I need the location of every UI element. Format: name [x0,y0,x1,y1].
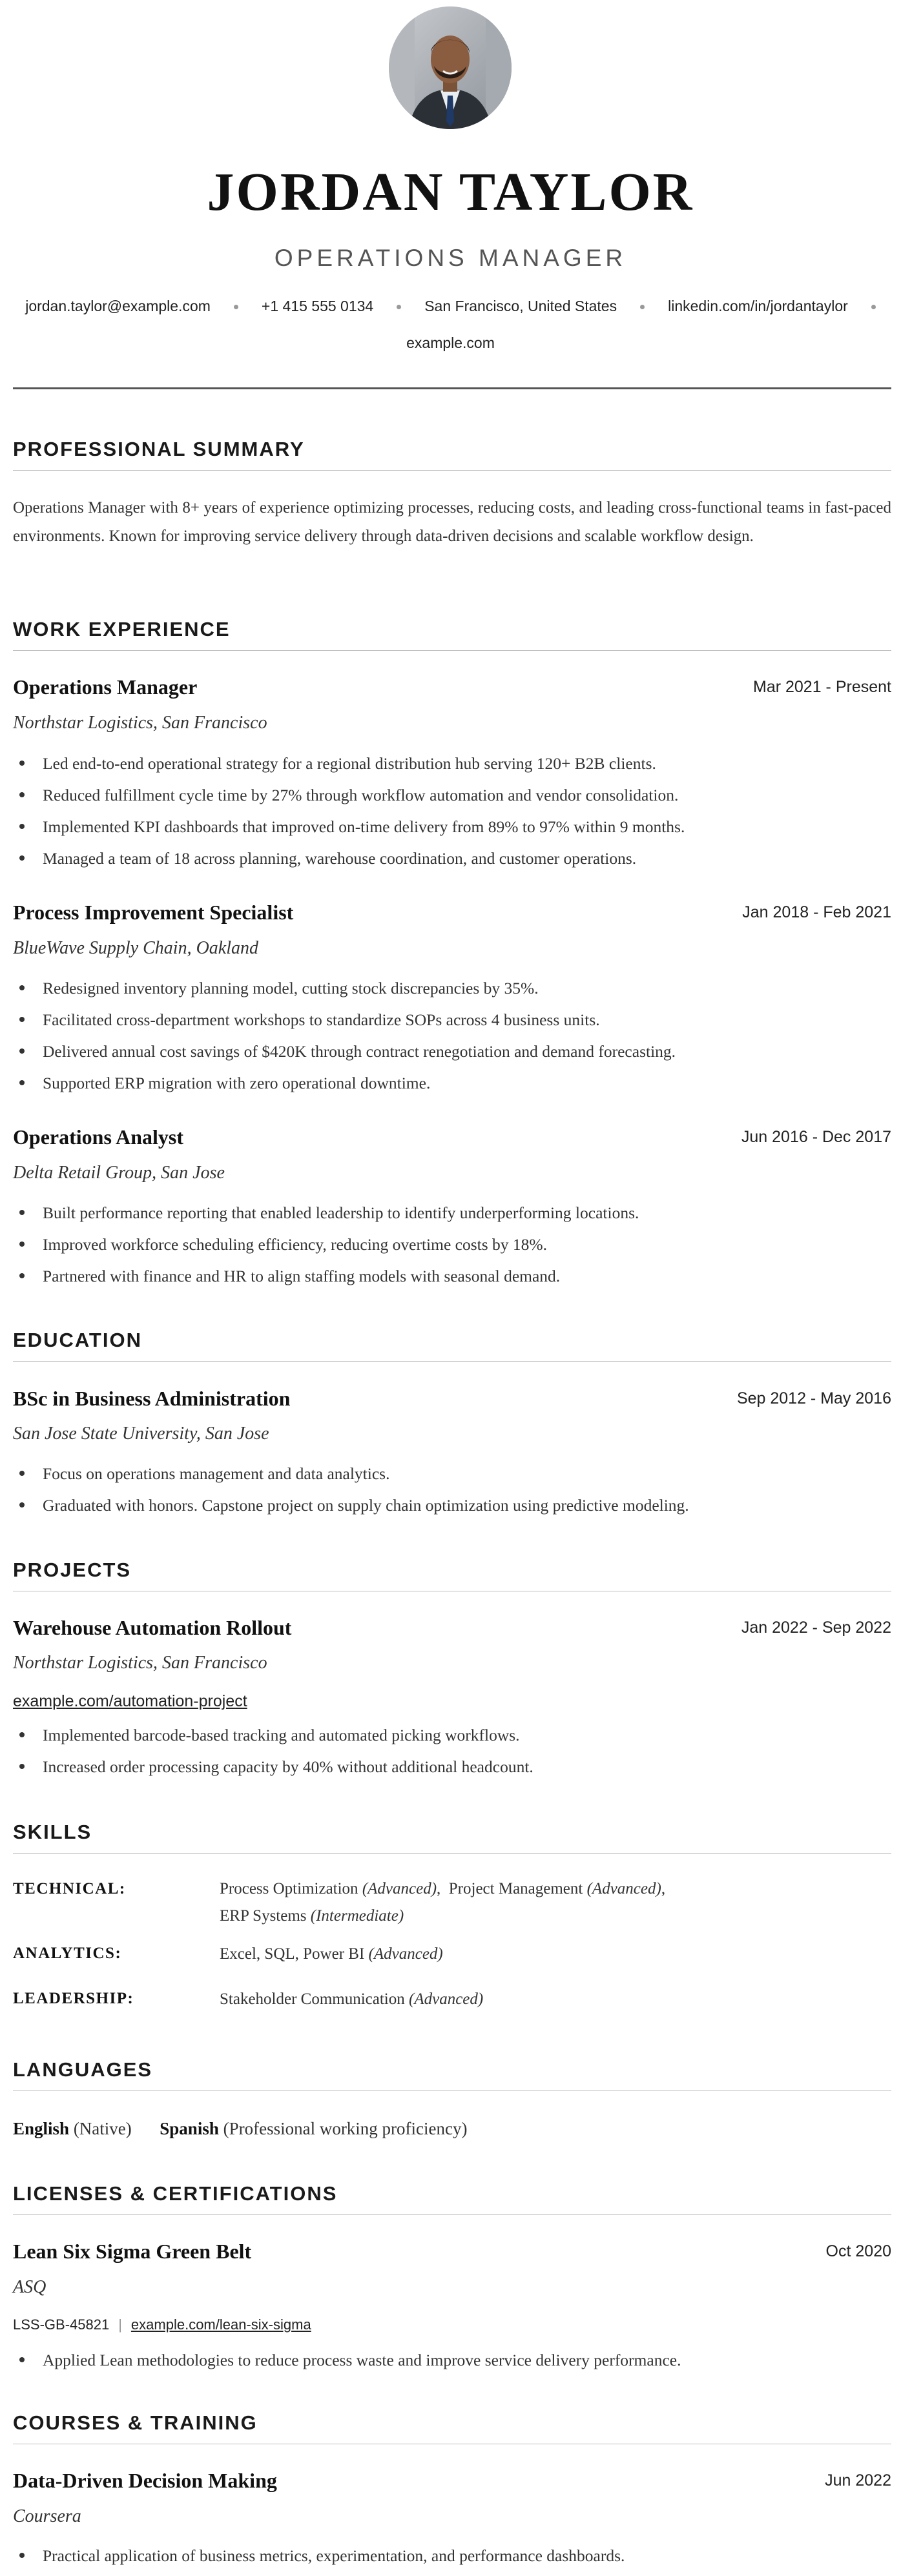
job-date: Mar 2021 - Present [753,678,891,696]
job-company: Northstar Logistics, San Francisco [13,713,267,733]
job-bullets [13,972,891,1099]
header-divider [13,387,891,389]
certification-date: Oct 2020 [825,2242,891,2260]
separator-dot [871,305,876,309]
list-item: Applied Lean methodologies to reduce process waste and improve service delivery performance. [13,2344,891,2376]
language-name: English [13,2119,70,2138]
location-text: San Francisco, United States [424,298,617,314]
project-link[interactable]: example.com/automation-project [13,1692,247,1710]
certification-id: LSS-GB-45821 [13,2316,110,2333]
skill-values-technical: Process Optimization (Advanced), Project Management (Advanced), ERP Systems (Intermediate) [220,1880,666,1925]
job-bullets [13,1197,891,1292]
email-link[interactable]: jordan.taylor@example.com [25,298,211,314]
list-item: Practical application of business metrics, experimentation, and performance dashboards. [13,2540,891,2571]
job-date: Jun 2016 - Dec 2017 [741,1128,891,1146]
list-item: Reduced fulfillment cycle time by 27% through workflow automation and vendor consolidation. [13,779,891,811]
skill-level: (Advanced) [368,1945,443,1963]
skill-item: Project Management [448,1880,583,1897]
candidate-title: OPERATIONS MANAGER [274,245,627,271]
list-item: Increased order processing capacity by 40% without additional headcount. [13,1751,891,1783]
skill-item: Stakeholder Communication [220,1990,405,2008]
course-bullets [13,2540,891,2571]
skill-values-analytics [220,1941,801,1968]
skill-item: Excel, SQL, Power BI [220,1945,365,1963]
section-heading-languages: LANGUAGES [13,2057,891,2091]
skill-category-technical: TECHNICAL: [13,1880,126,1897]
list-item: Facilitated cross-department workshops to standardize SOPs across 4 business units. [13,1004,891,1036]
project-bullets [13,1719,891,1783]
language-level: (Professional working proficiency) [223,2119,468,2138]
list-item: Managed a team of 18 across planning, warehouse coordination, and customer operations. [13,843,891,874]
certification-link[interactable]: example.com/lean-six-sigma [130,2316,311,2333]
job-bullets [13,748,891,874]
job-company: Delta Retail Group, San Jose [13,1163,225,1183]
job-date: Jan 2018 - Feb 2021 [742,903,891,921]
languages-list [13,2116,468,2142]
education-bullets [13,1458,891,1521]
language-level: (Native) [73,2119,132,2138]
course-title: Data-Driven Decision Making [13,2469,277,2492]
list-item: Implemented barcode-based tracking and automated picking workflows. [13,1719,891,1751]
section-heading-summary: PROFESSIONAL SUMMARY [13,436,891,471]
language-name: Spanish [160,2119,219,2138]
list-item: Implemented KPI dashboards that improved on-time delivery from 89% to 97% within 9 months. [13,811,891,843]
list-item: Built performance reporting that enabled leadership to identify underperforming locations. [13,1197,891,1229]
list-item: Graduated with honors. Capstone project on supply chain optimization using predictive modeling. [13,1489,891,1521]
degree-title: BSc in Business Administration [13,1387,291,1410]
project-date: Jan 2022 - Sep 2022 [741,1619,891,1637]
meta-separator: | [118,2316,122,2333]
contact-line-2 [0,332,901,353]
separator-dot [234,305,238,309]
project-title: Warehouse Automation Rollout [13,1616,292,1639]
job-company: BlueWave Supply Chain, Oakland [13,938,259,958]
list-item: Supported ERP migration with zero operational downtime. [13,1067,891,1099]
section-heading-skills: SKILLS [13,1819,891,1854]
separator-dot [397,305,401,309]
website-link[interactable]: example.com [406,334,495,351]
linkedin-link[interactable]: linkedin.com/in/jordantaylor [668,298,848,314]
list-item: Delivered annual cost savings of $420K through contract renegotiation and demand forecasting. [13,1036,891,1067]
certification-meta [13,2314,311,2336]
job-title: Operations Analyst [13,1125,184,1149]
skill-level: (Advanced) [409,1990,484,2008]
course-provider: Coursera [13,2506,81,2526]
list-item: Focus on operations management and data analytics. [13,1458,891,1489]
skill-level: (Advanced) [586,1880,661,1897]
education-date: Sep 2012 - May 2016 [736,1389,891,1407]
list-item: Improved workforce scheduling efficiency, reducing overtime costs by 18%. [13,1229,891,1260]
skill-level: (Intermediate) [310,1907,404,1925]
school-name: San Jose State University, San Jose [13,1424,269,1444]
section-heading-education: EDUCATION [13,1327,891,1362]
skill-level: (Advanced) [362,1880,437,1897]
job-title: Process Improvement Specialist [13,901,294,924]
job-title: Operations Manager [13,675,198,699]
contact-line [0,296,901,316]
section-heading-projects: PROJECTS [13,1557,891,1591]
skill-item: Process Optimization [220,1880,358,1897]
skill-values-leadership [220,1986,801,2013]
section-heading-courses: COURSES & TRAINING [13,2410,891,2444]
skill-category-leadership: LEADERSHIP: [13,1990,134,2007]
list-item: Led end-to-end operational strategy for a regional distribution hub serving 120+ B2B clients. [13,748,891,779]
certification-title: Lean Six Sigma Green Belt [13,2240,252,2263]
certification-issuer: ASQ [13,2277,47,2297]
separator-dot [640,305,645,309]
certification-bullets [13,2344,891,2376]
section-heading-certifications: LICENSES & CERTIFICATIONS [13,2181,891,2215]
phone-text[interactable]: +1 415 555 0134 [261,298,374,314]
summary-text: Operations Manager with 8+ years of experience optimizing processes, reducing costs, and leading cross-functional teams in fast-paced environments. Known for improving service delivery through data-driven decisions and scalable workflow design. [13,499,891,545]
candidate-name: JORDAN TAYLOR [207,162,694,222]
avatar [389,6,512,129]
skill-category-analytics: ANALYTICS: [13,1945,122,1962]
list-item: Redesigned inventory planning model, cutting stock discrepancies by 35%. [13,972,891,1004]
project-org: Northstar Logistics, San Francisco [13,1653,267,1673]
list-item: Partnered with finance and HR to align staffing models with seasonal demand. [13,1260,891,1292]
section-heading-experience: WORK EXPERIENCE [13,617,891,651]
skill-item: ERP Systems [220,1907,307,1925]
course-date: Jun 2022 [825,2471,891,2489]
